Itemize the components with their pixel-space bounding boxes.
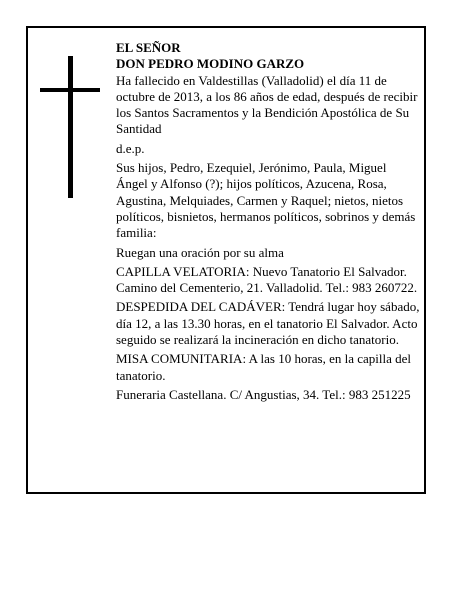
family-list: Sus hijos, Pedro, Ezequiel, Jerónimo, Paula, Miguel Ángel y Alfonso (?); hijos políticos, Azucena, Rosa, Agustina, Melquiades, Carmen y Raquel; nietos, nietos políticos, bisnietos, hermanos políticos, sobrinos y demás familia: <box>116 160 416 241</box>
chapel-info: CAPILLA VELATORIA: Nuevo Tanatorio El Salvador. Camino del Cementerio, 21. Valladolid. Tel.: 983 260722. <box>116 263 418 296</box>
prayer-request: Ruegan una oración por su alma <box>116 244 284 260</box>
cross-icon <box>28 28 88 178</box>
funeral-home-info: Funeraria Castellana. C/ Angustias, 34. Tel.: 983 251225 <box>116 386 411 402</box>
mass-info: MISA COMUNITARIA: A las 10 horas, en la capilla del tanatorio. <box>116 351 412 383</box>
deceased-name: DON PEDRO MODINO GARZO <box>116 56 305 72</box>
heading-title: EL SEÑOR <box>116 40 181 55</box>
death-announcement: Ha fallecido en Valdestillas (Valladolid) el día 11 de octubre de 2013, a los 86 años de edad, después de recibir los Santos Sacramentos y la Bendición Apostólica de Su Santidad <box>116 72 418 137</box>
rip-abbreviation: d.e.p. <box>116 140 145 156</box>
cross-horizontal-bar <box>40 88 100 92</box>
cross-vertical-bar <box>68 56 73 198</box>
farewell-info: DESPEDIDA DEL CADÁVER: Tendrá lugar hoy sábado, día 12, a las 13.30 horas, en el tanatorio El Salvador. Acto seguido se realizará la incineración en dicho tanatorio. <box>116 299 420 348</box>
obituary-frame <box>26 26 426 494</box>
obituary-text <box>116 40 421 406</box>
